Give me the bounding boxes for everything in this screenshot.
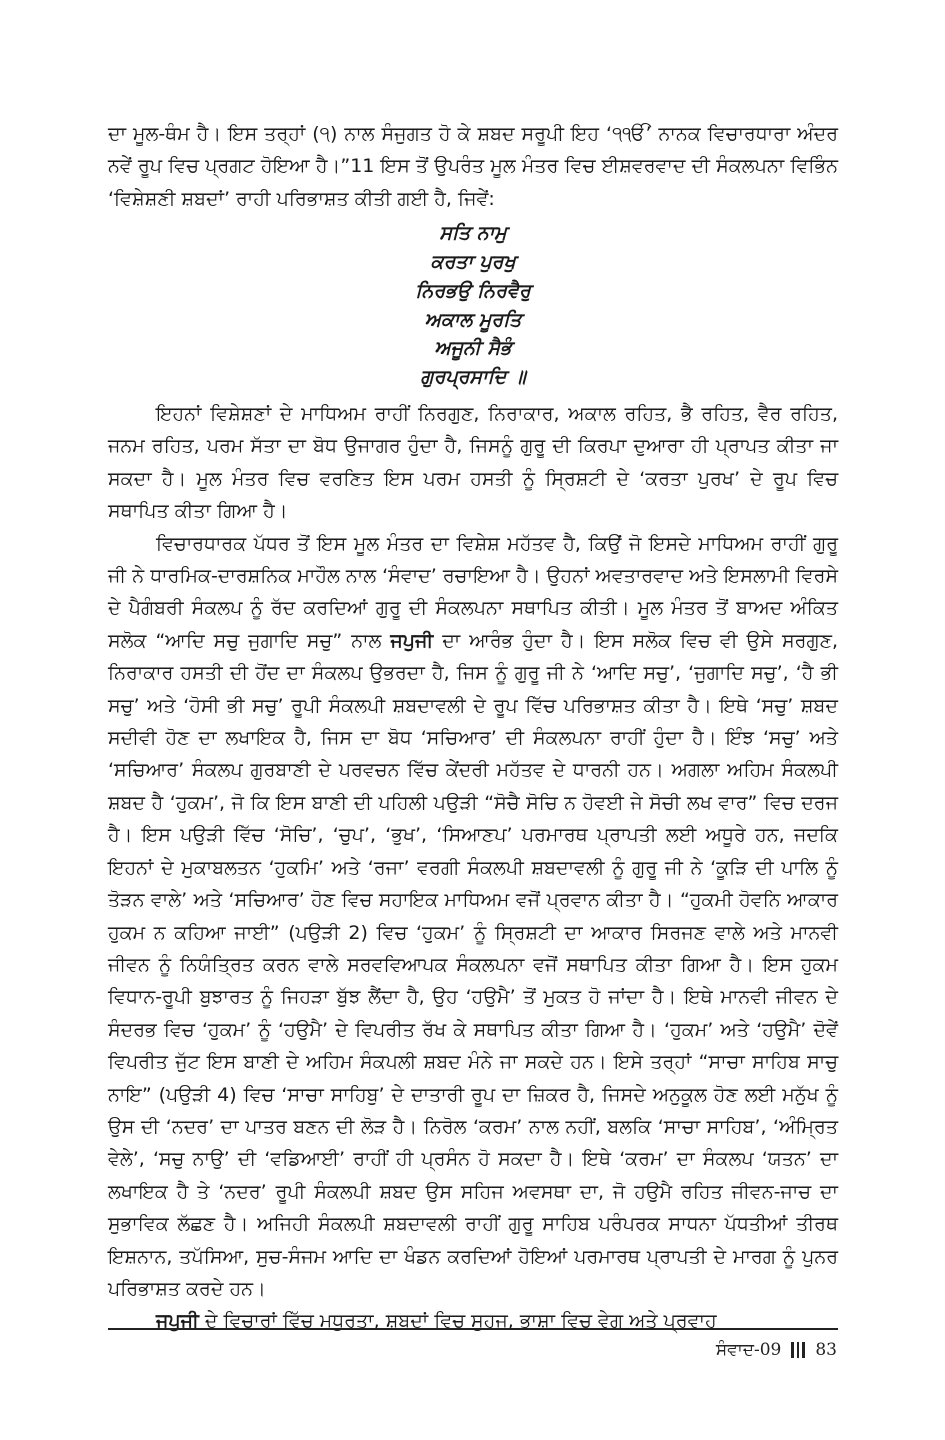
journal-name: ਸੰਵਾਦ-09 [715, 1340, 782, 1360]
paragraph-4 [108, 1305, 838, 1337]
page-body [108, 118, 838, 1338]
verse-line-6: ਗੁਰਪ੍ਰਸਾਦਿ ॥ [420, 366, 526, 389]
paragraph-3 [108, 528, 838, 1306]
page-number: 83 [815, 1340, 837, 1360]
japuji-bold-1: ਜਪੁਜੀ [390, 629, 434, 652]
japuji-bold-2: ਜਪੁਜੀ [156, 1310, 199, 1333]
page-footer [716, 1340, 837, 1360]
verse-line-2: ਕਰਤਾ ਪੁਰਖੁ [430, 251, 516, 274]
bars-icon [791, 1342, 805, 1358]
paragraph-3-part-b: ਦਾ ਆਰੰਭ ਹੁੰਦਾ ਹੈ। ਇਸ ਸਲੋਕ ਵਿਚ ਵੀ ਉਸੇ ਸਰਗੁਣ, ਨਿਰਾਕਾਰ ਹਸਤੀ ਦੀ ਹੋਂਦ ਦਾ ਸੰਕਲਪ ਉਭਰਦਾ ਹੈ, ਜਿਸ ਨੂੰ ਗੁਰੂ ਜੀ ਨੇ ‘ਆਦਿ ਸਚੁ’, ‘ਜੁਗਾਦਿ ਸਚੁ’, ‘ਹੈ ਭੀ ਸਚੁ’ ਅਤੇ ‘ਹੋਸੀ ਭੀ ਸਚੁ’ ਰੂਪੀ ਸੰਕਲਪੀ ਸ਼ਬਦਾਵਲੀ ਦੇ ਰੂਪ ਵਿੱਚ ਪਰਿਭਾਸ਼ਤ ਕੀਤਾ ਹੈ। ਇਥੇ ‘ਸਚੁ’ ਸ਼ਬਦ ਸਦੀਵੀ ਹੋਣ ਦਾ ਲਖਾਇਕ ਹੈ, ਜਿਸ ਦਾ ਬੋਧ ‘ਸਚਿਆਰ’ ਦੀ ਸੰਕਲਪਨਾ ਰਾਹੀਂ ਹੁੰਦਾ ਹੈ। ਇੰਝ ‘ਸਚੁ’ ਅਤੇ ‘ਸਚਿਆਰ’ ਸੰਕਲਪ ਗੁਰਬਾਣੀ ਦੇ ਪਰਵਚਨ ਵਿੱਚ ਕੇਂਦਰੀ ਮਹੱਤਵ ਦੇ ਧਾਰਨੀ ਹਨ। ਅਗਲਾ ਅਹਿਮ ਸੰਕਲਪੀ ਸ਼ਬਦ ਹੈ ‘ਹੁਕਮ’, ਜੋ ਕਿ ਇਸ ਬਾਣੀ ਦੀ ਪਹਿਲੀ ਪਉੜੀ “ਸੋਚੈ ਸੋਚਿ ਨ ਹੋਵਈ ਜੇ ਸੋਚੀ ਲਖ ਵਾਰ” ਵਿਚ ਦਰਜ ਹੈ। ਇਸ ਪਉੜੀ ਵਿੱਚ ‘ਸੋਚਿ’, ‘ਚੁਪ’, ‘ਭੁਖ’, ‘ਸਿਆਣਪ’ ਪਰਮਾਰਥ ਪ੍ਰਾਪਤੀ ਲਈ ਅਧੂਰੇ ਹਨ, ਜਦਕਿ ਇਹਨਾਂ ਦੇ ਮੁਕਾਬਲਤਨ ‘ਹੁਕਮਿ’ ਅਤੇ ‘ਰਜਾ’ ਵਰਗੀ ਸੰਕਲਪੀ ਸ਼ਬਦਾਵਲੀ ਨੂੰ ਗੁਰੂ ਜੀ ਨੇ ‘ਕੂੜਿ ਦੀ ਪਾਲਿ ਨੂੰ ਤੋੜਨ ਵਾਲੇ’ ਅਤੇ ‘ਸਚਿਆਰ’ ਹੋਣ ਵਿਚ ਸਹਾਇਕ ਮਾਧਿਅਮ ਵਜੋਂ ਪ੍ਰਵਾਨ ਕੀਤਾ ਹੈ। “ਹੁਕਮੀ ਹੋਵਨਿ ਆਕਾਰ ਹੁਕਮ ਨ ਕਹਿਆ ਜਾਈ” (ਪਉੜੀ 2) ਵਿਚ ‘ਹੁਕਮ’ ਨੂੰ ਸ੍ਰਿਸ਼ਟੀ ਦਾ ਆਕਾਰ ਸਿਰਜਣ ਵਾਲੇ ਅਤੇ ਮਾਨਵੀ ਜੀਵਨ ਨੂੰ ਨਿਯੰਤ੍ਰਿਤ ਕਰਨ ਵਾਲੇ ਸਰਵਵਿਆਪਕ ਸੰਕਲਪਨਾ ਵਜੋਂ ਸਥਾਪਿਤ ਕੀਤਾ ਗਿਆ ਹੈ। ਇਸ ਹੁਕਮ ਵਿਧਾਨ-ਰੂਪੀ ਬੁਝਾਰਤ ਨੂੰ ਜਿਹੜਾ ਬੁੱਝ ਲੈਂਦਾ ਹੈ, ਉਹ ‘ਹਉਮੈ’ ਤੋਂ ਮੁਕਤ ਹੋ ਜਾਂਦਾ ਹੈ। ਇਥੇ ਮਾਨਵੀ ਜੀਵਨ ਦੇ ਸੰਦਰਭ ਵਿਚ ‘ਹੁਕਮ’ ਨੂੰ ‘ਹਉਮੈ’ ਦੇ ਵਿਪਰੀਤ ਰੱਖ ਕੇ ਸਥਾਪਿਤ ਕੀਤਾ ਗਿਆ ਹੈ। ‘ਹੁਕਮ’ ਅਤੇ ‘ਹਉਮੈ’ ਦੋਵੇਂ ਵਿਪਰੀਤ ਜੁੱਟ ਇਸ ਬਾਣੀ ਦੇ ਅਹਿਮ ਸੰਕਪਲੀ ਸ਼ਬਦ ਮੰਨੇ ਜਾ ਸਕਦੇ ਹਨ। ਇਸੇ ਤਰ੍ਹਾਂ “ਸਾਚਾ ਸਾਹਿਬ ਸਾਚੁ ਨਾਇ” (ਪਉੜੀ 4) ਵਿਚ ‘ਸਾਚਾ ਸਾਹਿਬੁ’ ਦੇ ਦਾਤਾਰੀ ਰੂਪ ਦਾ ਜ਼ਿਕਰ ਹੈ, ਜਿਸਦੇ ਅਨੁਕੂਲ ਹੋਣ ਲਈ ਮਨੁੱਖ ਨੂੰ ਉਸ ਦੀ ‘ਨਦਰ’ ਦਾ ਪਾਤਰ ਬਣਨ ਦੀ ਲੋੜ ਹੈ। ਨਿਰੋਲ ‘ਕਰਮ’ ਨਾਲ ਨਹੀਂ, ਬਲਕਿ ‘ਸਾਚਾ ਸਾਹਿਬ’, ‘ਅੰਮ੍ਰਿਤ ਵੇਲੇ’, ‘ਸਚੁ ਨਾਉ’ ਦੀ ‘ਵਡਿਆਈ’ ਰਾਹੀਂ ਹੀ ਪ੍ਰਸੰਨ ਹੋ ਸਕਦਾ ਹੈ। ਇਥੇ ‘ਕਰਮ’ ਦਾ ਸੰਕਲਪ ‘ਯਤਨ’ ਦਾ ਲਖਾਇਕ ਹੈ ਤੇ ‘ਨਦਰ’ ਰੂਪੀ ਸੰਕਲਪੀ ਸ਼ਬਦ ਉਸ ਸਹਿਜ ਅਵਸਥਾ ਦਾ, ਜੋ ਹਉਮੈ ਰਹਿਤ ਜੀਵਨ-ਜਾਚ ਦਾ ਸੁਭਾਵਿਕ ਲੱਛਣ ਹੈ। ਅਜਿਹੀ ਸੰਕਲਪੀ ਸ਼ਬਦਾਵਲੀ ਰਾਹੀਂ ਗੁਰੂ ਸਾਹਿਬ ਪਰੰਪਰਕ ਸਾਧਨਾ ਪੱਧਤੀਆਂ ਤੀਰਥ ਇਸ਼ਨਾਨ, ਤਪੱਸਿਆ, ਸੁਚ-ਸੰਜਮ ਆਦਿ ਦਾ ਖੰਡਨ ਕਰਦਿਆਂ ਹੋਇਆਂ ਪਰਮਾਰਥ ਪ੍ਰਾਪਤੀ ਦੇ ਮਾਰਗ ਨੂੰ ਪੁਨਰ ਪਰਿਭਾਸ਼ਤ ਕਰਦੇ ਹਨ। [108, 629, 839, 1300]
verse-line-5: ਅਜੂਨੀ ਸੈਭੰ [434, 337, 512, 360]
mool-mantar-verse [108, 219, 838, 392]
verse-line-3: ਨਿਰਭਉ ਨਿਰਵੈਰੁ [415, 279, 531, 302]
paragraph-1: ਦਾ ਮੂਲ-ਥੰਮ ਹੈ। ਇਸ ਤਰ੍ਹਾਂ (੧) ਨਾਲ ਸੰਜੁਗਤ ਹੋ ਕੇ ਸ਼ਬਦ ਸਰੂਪੀ ਇਹ ‘੧ੴ’ ਨਾਨਕ ਵਿਚਾਰਧਾਰਾ ਅੰਦਰ ਨਵੇਂ ਰੂਪ ਵਿਚ ਪ੍ਰਗਟ ਹੋਇਆ ਹੈ।”11 ਇਸ ਤੋਂ ਉਪਰੰਤ ਮੂਲ ਮੰਤਰ ਵਿਚ ਈਸ਼ਵਰਵਾਦ ਦੀ ਸੰਕਲਪਨਾ ਵਿਭਿੰਨ ‘ਵਿਸ਼ੇਸ਼ਣੀ ਸ਼ਬਦਾਂ’ ਰਾਹੀ ਪਰਿਭਾਸ਼ਤ ਕੀਤੀ ਗਈ ਹੈ, ਜਿਵੇਂ: [108, 123, 838, 210]
verse-line-4: ਅਕਾਲ ਮੂਰਤਿ [424, 308, 522, 331]
footer-rule [108, 1328, 838, 1330]
paragraph-3-part-a: ਵਿਚਾਰਧਾਰਕ ਪੱਧਰ ਤੋਂ ਇਸ ਮੂਲ ਮੰਤਰ ਦਾ ਵਿਸ਼ੇਸ਼ ਮਹੱਤਵ ਹੈ, ਕਿਉਂ ਜੋ ਇਸਦੇ ਮਾਧਿਅਮ ਰਾਹੀਂ ਗੁਰੂ ਜੀ ਨੇ ਧਾਰਮਿਕ-ਦਾਰਸ਼ਨਿਕ ਮਾਹੌਲ ਨਾਲ ‘ਸੰਵਾਦ’ ਰਚਾਇਆ ਹੈ। ਉਹਨਾਂ ਅਵਤਾਰਵਾਦ ਅਤੇ ਇਸਲਾਮੀ ਵਿਰਸੇ ਦੇ ਪੈਗੰਬਰੀ ਸੰਕਲਪ ਨੂੰ ਰੱਦ ਕਰਦਿਆਂ ਗੁਰੂ ਦੀ ਸੰਕਲਪਨਾ ਸਥਾਪਿਤ ਕੀਤੀ। ਮੂਲ ਮੰਤਰ ਤੋਂ ਬਾਅਦ ਅੰਕਿਤ ਸਲੋਕ “ਆਦਿ ਸਚੁ ਜੁਗਾਦਿ ਸਚੁ” ਨਾਲ [108, 532, 838, 652]
paragraph-4-text: ਦੇ ਵਿਚਾਰਾਂ ਵਿੱਚ ਮਧੁਰਤਾ, ਸ਼ਬਦਾਂ ਵਿਚ ਸੁਹਜ, ਭਾਸ਼ਾ ਵਿਚ ਵੇਗ ਅਤੇ ਪ੍ਰਵਾਹ [204, 1310, 717, 1333]
paragraph-2: ਇਹਨਾਂ ਵਿਸ਼ੇਸ਼ਣਾਂ ਦੇ ਮਾਧਿਅਮ ਰਾਹੀਂ ਨਿਰਗੁਣ, ਨਿਰਾਕਾਰ, ਅਕਾਲ ਰਹਿਤ, ਭੈ ਰਹਿਤ, ਵੈਰ ਰਹਿਤ, ਜਨਮ ਰਹਿਤ, ਪਰਮ ਸੱਤਾ ਦਾ ਬੋਧ ਉਜਾਗਰ ਹੁੰਦਾ ਹੈ, ਜਿਸਨੂੰ ਗੁਰੂ ਦੀ ਕਿਰਪਾ ਦੁਆਰਾ ਹੀ ਪ੍ਰਾਪਤ ਕੀਤਾ ਜਾ ਸਕਦਾ ਹੈ। ਮੂਲ ਮੰਤਰ ਵਿਚ ਵਰਣਿਤ ਇਸ ਪਰਮ ਹਸਤੀ ਨੂੰ ਸ੍ਰਿਸ਼ਟੀ ਦੇ ‘ਕਰਤਾ ਪੁਰਖ’ ਦੇ ਰੂਪ ਵਿਚ ਸਥਾਪਿਤ ਕੀਤਾ ਗਿਆ ਹੈ। [108, 403, 838, 523]
verse-line-1: ਸਤਿ ਨਾਮੁ [439, 222, 507, 245]
